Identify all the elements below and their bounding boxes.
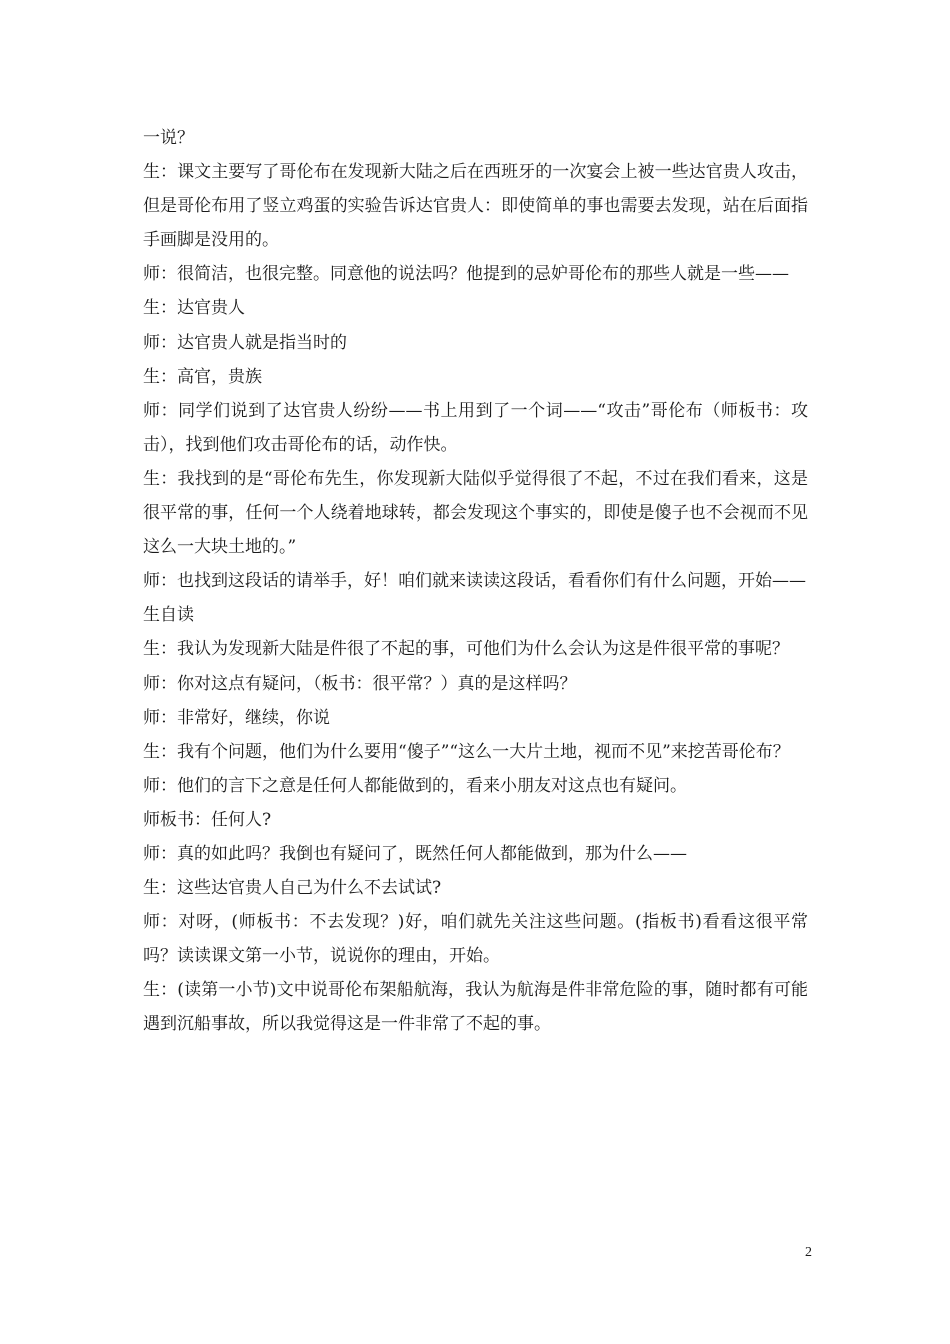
paragraph: 生：(读第一小节)文中说哥伦布架船航海，我认为航海是件非常危险的事，随时都有可能遇到沉船事故，所以我觉得这是一件非常了不起的事。 bbox=[143, 980, 808, 1035]
paragraph: 生：我找到的是“哥伦布先生，你发现新大陆似乎觉得很了不起，不过在我们看来，这是很平常的事，任何一个人绕着地球转，都会发现这个事实的，即使是傻子也不会视而不见这么一大块土地的。” bbox=[143, 468, 808, 558]
paragraph: 师：同学们说到了达官贵人纷纷——书上用到了一个词——“攻击”哥伦布（师板书：攻击），找到他们攻击哥伦布的话，动作快。 bbox=[143, 400, 808, 455]
paragraph: 师：达官贵人就是指当时的 bbox=[143, 332, 347, 353]
paragraph: 师：他们的言下之意是任何人都能做到的，看来小朋友对这点也有疑问。 bbox=[143, 775, 687, 796]
paragraph: 师：真的如此吗？我倒也有疑问了，既然任何人都能做到，那为什么—— bbox=[143, 843, 687, 864]
paragraph: 师板书：任何人? bbox=[143, 809, 272, 830]
document-body bbox=[143, 121, 808, 1042]
paragraph: 生自读 bbox=[143, 605, 194, 626]
paragraph: 生：我有个问题，他们为什么要用“傻子”“这么一大片土地，视而不见”来挖苦哥伦布？ bbox=[143, 741, 790, 762]
paragraph: 生：达官贵人 bbox=[143, 298, 245, 319]
paragraph: 师：也找到这段话的请举手，好！咱们就来读读这段话，看看你们有什么问题，开始—— bbox=[143, 571, 806, 592]
paragraph: 师：你对这点有疑问，（板书：很平常？）真的是这样吗？ bbox=[143, 673, 577, 694]
paragraph: 生：课文主要写了哥伦布在发现新大陆之后在西班牙的一次宴会上被一些达官贵人攻击，但是哥伦布用了竖立鸡蛋的实验告诉达官贵人：即使简单的事也需要去发现，站在后面指手画脚是没用的。 bbox=[143, 162, 808, 251]
paragraph: 师：对呀，(师板书：不去发现？)好，咱们就先关注这些问题。(指板书)看看这很平常吗？读读课文第一小节，说说你的理由，开始。 bbox=[143, 912, 808, 967]
paragraph: 生：这些达官贵人自己为什么不去试试? bbox=[143, 878, 442, 899]
paragraph: 师：很简洁，也很完整。同意他的说法吗？他提到的忌妒哥伦布的那些人就是一些—— bbox=[143, 264, 789, 285]
paragraph: 生：我认为发现新大陆是件很了不起的事，可他们为什么会认为这是件很平常的事呢？ bbox=[143, 639, 789, 660]
paragraph: 一说？ bbox=[143, 128, 194, 148]
page-number: 2 bbox=[805, 1245, 812, 1260]
paragraph: 生：高官，贵族 bbox=[143, 366, 262, 387]
paragraph: 师：非常好，继续，你说 bbox=[143, 707, 330, 728]
